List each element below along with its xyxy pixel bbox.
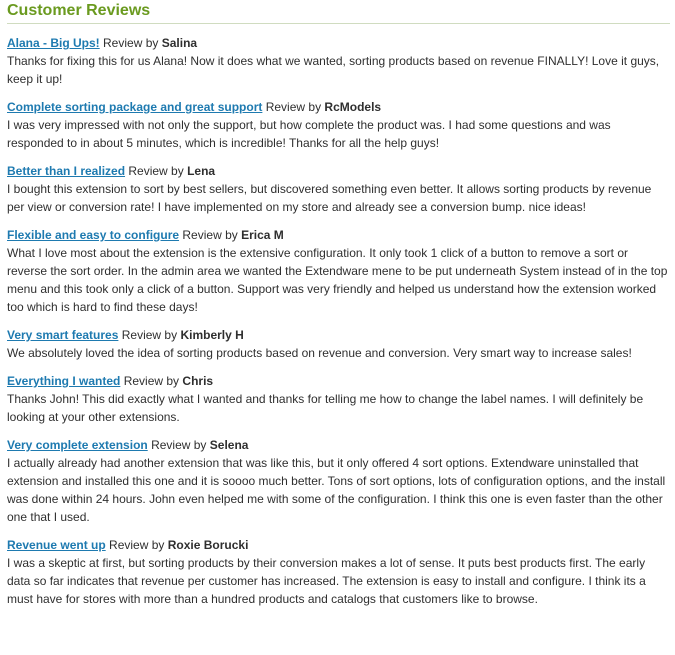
review-item (7, 372, 670, 426)
review-body: I was very impressed with not only the support, but how complete the product was. I had some questions and was responded to in about 5 minutes, which is incredible! Thanks for all the help guys! (7, 118, 611, 150)
review-header (7, 162, 670, 180)
review-item (7, 162, 670, 216)
review-item (7, 536, 670, 608)
review-author: Roxie Borucki (167, 538, 249, 552)
review-item (7, 436, 670, 526)
review-author: Kimberly H (180, 328, 244, 342)
review-body: I actually already had another extension that was like this, but it only offered 4 sort options. Extendware uninstalled that extension and installed this one and it is soooo much better. Tons of sort options, lots of configuration options, and the install was done within 24 hours. John even helped me with some of the configuration. I think this one is even faster than the other one that I used. (7, 456, 666, 524)
review-author: RcModels (324, 100, 382, 114)
review-author: Salina (161, 36, 198, 50)
review-by-label: Review by (265, 100, 322, 114)
review-item (7, 226, 670, 316)
review-body: I bought this extension to sort by best sellers, but discovered something even better. It allows sorting products by revenue per view or conversion rate! I have implemented on my store and already see a conversion bump. nice ideas! (7, 182, 652, 214)
review-by-label: Review by (103, 36, 159, 50)
review-header (7, 436, 670, 454)
review-by-label: Review by (151, 438, 207, 452)
review-author: Selena (209, 438, 249, 452)
review-title-link[interactable]: Very smart features (7, 328, 119, 342)
review-by-label: Review by (123, 374, 180, 388)
review-author: Lena (187, 164, 216, 178)
review-header (7, 34, 670, 52)
page-title: Customer Reviews (7, 0, 670, 24)
review-list (7, 34, 670, 608)
review-by-label: Review by (182, 228, 238, 242)
review-body: Thanks for fixing this for us Alana! Now it does what we wanted, sorting products based on revenue FINALLY! Love it guys, keep it up! (7, 54, 660, 86)
review-body: What I love most about the extension is the extensive configuration. It only took 1 click of a button to remove a sort or reverse the sort order. In the admin area we wanted the Extendware mene to be put underneath System instead of in the top menu and this took only a click of a button. Support was very friendly and helped us understand how the extension worked too which is hard to find these days! (7, 246, 668, 314)
review-body: I was a skeptic at first, but sorting products by their conversion makes a lot of sense. It puts best products first. The early data so far indicates that revenue per customer has increased. The extension is easy to install and configure. I think its a must have for stores with more than a hundred products and catalogs that customers like to browse. (7, 556, 646, 606)
review-title-link[interactable]: Very complete extension (7, 438, 148, 452)
review-title-link[interactable]: Revenue went up (7, 538, 106, 552)
review-item (7, 34, 670, 88)
review-header (7, 372, 670, 390)
review-item (7, 98, 670, 152)
review-by-label: Review by (109, 538, 165, 552)
review-by-label: Review by (121, 328, 178, 342)
review-body: We absolutely loved the idea of sorting products based on revenue and conversion. Very smart way to increase sales! (7, 346, 632, 360)
review-header (7, 326, 670, 344)
review-title-link[interactable]: Flexible and easy to configure (7, 228, 180, 242)
review-header (7, 98, 670, 116)
review-title-link[interactable]: Everything I wanted (7, 374, 121, 388)
review-title-link[interactable]: Complete sorting package and great support (7, 100, 263, 114)
review-title-link[interactable]: Alana - Big Ups! (7, 36, 100, 50)
review-item (7, 326, 670, 362)
review-body: Thanks John! This did exactly what I wanted and thanks for telling me how to change the label names. I will definitely be looking at your other extensions. (7, 392, 644, 424)
review-author: Erica M (241, 228, 284, 242)
review-by-label: Review by (128, 164, 184, 178)
review-title-link[interactable]: Better than I realized (7, 164, 126, 178)
review-header (7, 536, 670, 554)
review-author: Chris (182, 374, 214, 388)
review-header (7, 226, 670, 244)
